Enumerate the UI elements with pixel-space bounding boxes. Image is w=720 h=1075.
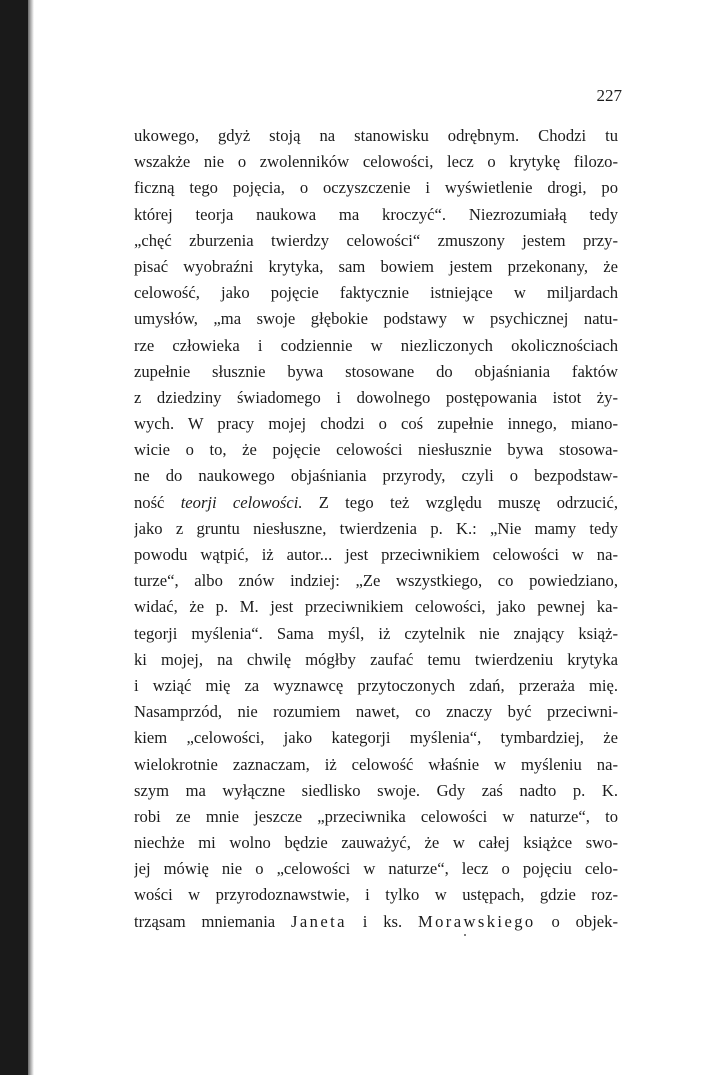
text-segment: wości w przyrodoznawstwie, i tylko w ustępach, gdzie roz- bbox=[134, 885, 618, 905]
text-line bbox=[134, 149, 618, 175]
text-line bbox=[134, 673, 618, 699]
text-segment: Nasamprzód, nie rozumiem nawet, co znaczy być przeciwni- bbox=[134, 702, 618, 722]
text-line bbox=[134, 856, 618, 882]
text-segment: „chęć zburzenia twierdzy celowości“ zmuszony jestem przy- bbox=[134, 230, 618, 250]
text-segment: ki mojej, na chwilę mógłby zaufać temu twierdzeniu krytyka bbox=[134, 649, 618, 669]
text-segment: turze“, albo znów indziej: „Ze wszystkiego, co powiedziano, bbox=[134, 571, 618, 591]
text-segment: o objek- bbox=[535, 911, 618, 931]
text-line bbox=[134, 490, 618, 516]
italic-text: teorji celowości. bbox=[180, 492, 303, 512]
text-segment: szym ma wyłączne siedlisko swoje. Gdy zaś nadto p. K. bbox=[134, 780, 618, 800]
text-line bbox=[134, 778, 618, 804]
text-line bbox=[134, 699, 618, 725]
text-line bbox=[134, 306, 618, 332]
text-segment: tegorji myślenia“. Sama myśl, iż czytelnik nie znający książ- bbox=[134, 623, 618, 643]
text-segment: i ks. bbox=[346, 911, 418, 931]
text-segment: wych. W pracy mojej chodzi o coś zupełnie innego, miano- bbox=[134, 414, 618, 434]
text-line bbox=[134, 752, 618, 778]
text-segment: ność bbox=[134, 492, 181, 512]
spaced-name: Janeta bbox=[291, 911, 347, 931]
text-segment: rze człowieka i codziennie w niezliczonych okolicznościach bbox=[134, 335, 618, 355]
text-segment: trząsam mniemania bbox=[134, 911, 292, 931]
text-segment: wielokrotnie zaznaczam, iż celowość właśnie w myśleniu na- bbox=[134, 754, 618, 774]
text-segment: robi ze mnie jeszcze „przeciwnika celowości w naturze“, to bbox=[134, 806, 618, 826]
text-line bbox=[134, 175, 618, 201]
text-line bbox=[134, 359, 618, 385]
binding-edge bbox=[0, 0, 28, 1075]
text-line bbox=[134, 254, 618, 280]
body-text bbox=[134, 123, 618, 935]
text-segment: ukowego, gdyż stoją na stanowisku odrębnym. Chodzi tu bbox=[134, 126, 618, 145]
text-line bbox=[134, 882, 618, 908]
text-line bbox=[134, 804, 618, 830]
page-number: 227 bbox=[596, 86, 622, 105]
print-speck bbox=[464, 934, 466, 936]
text-line bbox=[134, 123, 618, 149]
text-segment: ne do naukowego objaśniania przyrody, czyli o bezpodstaw- bbox=[134, 466, 618, 486]
binding-edge-shadow bbox=[28, 0, 34, 1075]
text-segment: celowość, jako pojęcie faktycznie istniejące w miljardach bbox=[134, 283, 618, 303]
text-segment: umysłów, „ma swoje głębokie podstawy w psychicznej natu- bbox=[134, 309, 618, 329]
text-line bbox=[134, 725, 618, 751]
text-line bbox=[134, 228, 618, 254]
text-segment: której teorja naukowa ma kroczyć“. Niezrozumiałą tedy bbox=[134, 204, 618, 224]
text-line bbox=[134, 333, 618, 359]
text-line bbox=[134, 830, 618, 856]
text-line bbox=[134, 621, 618, 647]
text-line bbox=[134, 909, 618, 935]
text-line bbox=[134, 568, 618, 594]
text-line bbox=[134, 411, 618, 437]
text-segment: kiem „celowości, jako kategorji myślenia“, tymbardziej, że bbox=[134, 728, 618, 748]
text-segment: pisać wyobraźni krytyka, sam bowiem jestem przekonany, że bbox=[134, 256, 618, 276]
text-segment: Z tego też względu muszę odrzucić, bbox=[302, 492, 618, 512]
text-segment: ficzną tego pojęcia, o oczyszczenie i wyświetlenie drogi, po bbox=[134, 178, 618, 198]
text-line bbox=[134, 437, 618, 463]
text-segment: zupełnie słusznie bywa stosowane do objaśniania faktów bbox=[134, 361, 618, 381]
text-segment: i wziąć mię za wyznawcę przytoczonych zdań, przeraża mię. bbox=[134, 675, 618, 695]
text-line bbox=[134, 202, 618, 228]
text-segment: powodu wątpić, iż autor... jest przeciwnikiem celowości w na- bbox=[134, 545, 618, 564]
text-line bbox=[134, 542, 618, 568]
text-line bbox=[134, 516, 618, 542]
text-segment: widać, że p. M. jest przeciwnikiem celowości, jako pewnej ka- bbox=[134, 597, 618, 617]
text-line bbox=[134, 647, 618, 673]
text-line bbox=[134, 385, 618, 411]
text-segment: niechże mi wolno będzie zauważyć, że w całej książce swo- bbox=[134, 833, 618, 853]
text-line bbox=[134, 594, 618, 620]
text-segment: z dziedziny świadomego i dowolnego postępowania istot ży- bbox=[134, 387, 618, 407]
text-segment: wszakże nie o zwolenników celowości, lecz o krytykę filozo- bbox=[134, 152, 618, 172]
text-segment: jako z gruntu niesłuszne, twierdzenia p. K.: „Nie mamy tedy bbox=[134, 518, 618, 538]
text-segment: jej mówię nie o „celowości w naturze“, lecz o pojęciu celo- bbox=[134, 859, 618, 879]
text-segment: wicie o to, że pojęcie celowości niesłusznie bywa stosowa- bbox=[134, 440, 618, 460]
text-line bbox=[134, 463, 618, 489]
spaced-name: Morawskiego bbox=[417, 911, 536, 931]
text-line bbox=[134, 280, 618, 306]
